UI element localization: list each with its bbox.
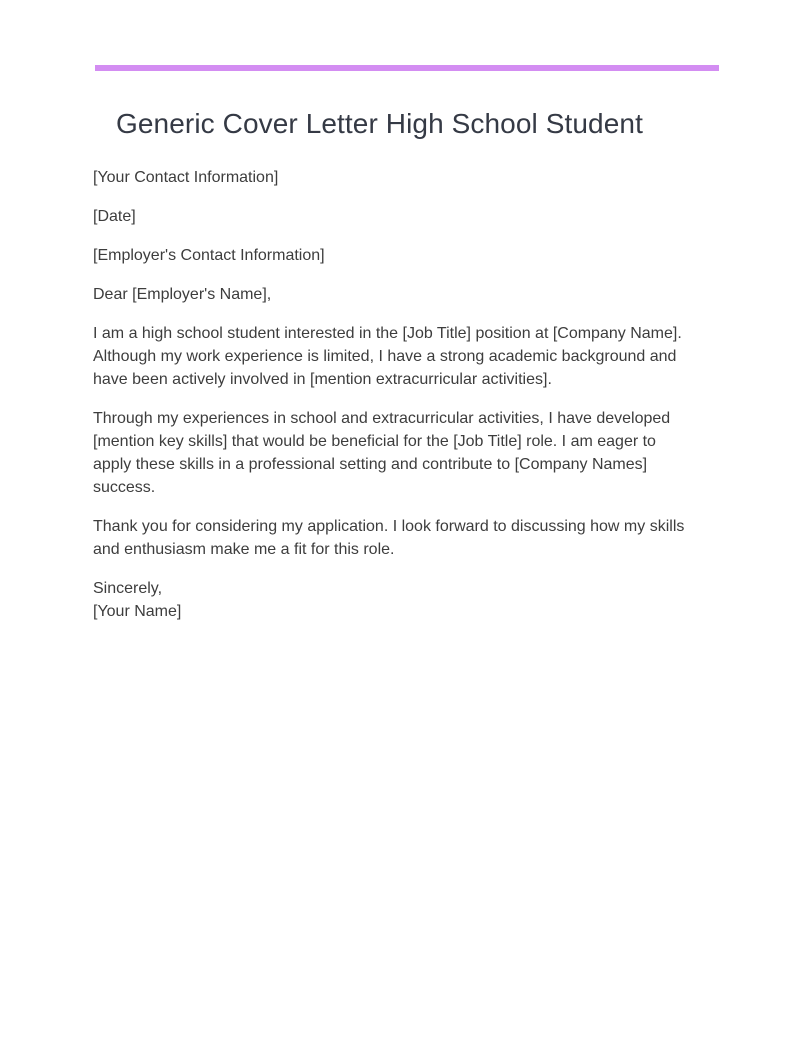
body-paragraph-intro: I am a high school student interested in the [Job Title] position at [Company Name]. Although my work experience is limited, I have a strong academic background and have been actively involved in [mention extracurricular activities]. [93,325,682,388]
letter-body [93,166,698,639]
document-title: Generic Cover Letter High School Student [116,108,643,139]
body-paragraph-closing: Thank you for considering my application. I look forward to discussing how my skills and enthusiasm make me a fit for this role. [93,518,685,558]
body-paragraph-skills: Through my experiences in school and extracurricular activities, I have developed [mention key skills] that would be beneficial for the [Job Title] role. I am eager to apply these skills in a professional setting and contribute to [Company Names] success. [93,410,671,496]
accent-bar [95,65,719,71]
closing-block [93,577,698,623]
salutation: Dear [Employer's Name], [93,286,272,303]
contact-info: [Your Contact Information] [93,169,279,186]
employer-contact-info: [Employer's Contact Information] [93,247,325,264]
signature-name: [Your Name] [93,603,182,620]
date: [Date] [93,208,136,225]
closing-phrase: Sincerely, [93,580,163,597]
